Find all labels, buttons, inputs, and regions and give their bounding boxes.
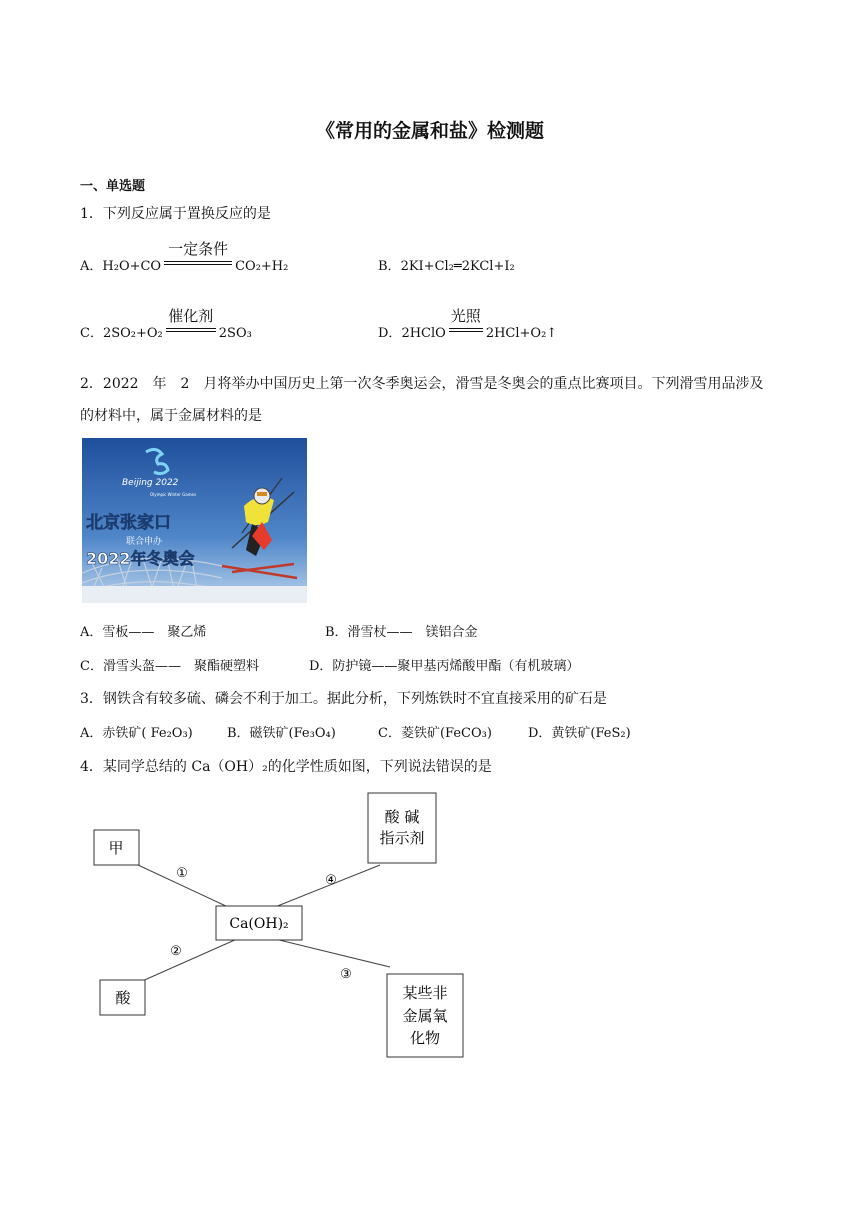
q2-option-d[interactable]: D．防护镜——聚甲基丙烯酸甲酯（有机玻璃） [309, 659, 580, 674]
question-2-stem-line2: 的材料中，属于金属材料的是 [80, 408, 262, 424]
number-4: ④ [325, 873, 337, 888]
winter-olympics-photo [82, 438, 307, 603]
option-label: D． [378, 326, 402, 341]
photo-city: 北京张家口 [86, 513, 171, 533]
label-oxide-2: 金属氧 [402, 1007, 448, 1025]
q1-option-d[interactable] [378, 307, 558, 341]
condition-arrow [166, 307, 216, 341]
condition-text: 一定条件 [168, 240, 229, 258]
condition-arrow [164, 240, 232, 274]
condition-text: 催化剂 [168, 307, 214, 325]
label-oxide-3: 化物 [409, 1029, 441, 1047]
q1-option-c[interactable] [80, 307, 252, 341]
number-3: ③ [340, 967, 352, 982]
caoh2-property-diagram [90, 785, 480, 1065]
q3-option-a[interactable]: A．赤铁矿( Fe₂O₃) [80, 726, 193, 741]
condition-arrow [449, 307, 483, 341]
q1-option-a[interactable] [80, 240, 289, 274]
q3-option-b[interactable]: B．磁铁矿(Fe₃O₄) [227, 726, 336, 741]
q2-option-c[interactable]: C．滑雪头盔—— 聚酯硬塑料 [80, 659, 259, 674]
question-1-stem: 1．下列反应属于置换反应的是 [80, 206, 271, 222]
q3-option-c[interactable]: C．菱铁矿(FeCO₃) [378, 726, 492, 741]
q2-option-a[interactable]: A．雪板—— 聚乙烯 [80, 625, 207, 640]
products: 2SO₃ [218, 326, 252, 341]
section-heading: 一、单选题 [80, 179, 146, 194]
question-3-stem: 3．钢铁含有较多硫、磷会不利于加工。据此分析，下列炼铁时不宜直接采用的矿石是 [80, 691, 607, 707]
q3-option-d[interactable]: D．黄铁矿(FeS₂) [528, 726, 631, 741]
label-acid: 酸 [115, 989, 131, 1007]
photo-joint: 联合申办 [126, 537, 163, 547]
products: 2HCl+O₂↑ [485, 326, 558, 341]
number-2: ② [170, 944, 182, 959]
option-label: C． [80, 326, 103, 341]
number-1: ① [176, 866, 188, 881]
label-indicator-1: 酸 碱 [384, 808, 420, 826]
condition-text: 光照 [450, 307, 481, 325]
photo-brand: Beijing 2022 [122, 478, 179, 488]
option-label: A． [80, 259, 103, 274]
q2-option-b[interactable]: B．滑雪杖—— 镁铝合金 [325, 625, 478, 640]
photo-illustration [82, 438, 307, 603]
reactants: 2SO₂+O₂ [102, 326, 163, 341]
label-oxide-1: 某些非 [402, 984, 448, 1002]
products: CO₂+H₂ [235, 259, 289, 274]
question-2-stem-line1: 2．2022 年 2 月将举办中国历史上第一次冬季奥运会，滑雪是冬奥会的重点比赛项目。下列滑雪用品涉及 [80, 376, 764, 392]
label-indicator-2: 指示剂 [379, 829, 425, 847]
question-4-stem: 4．某同学总结的 Ca（OH）₂的化学性质如图，下列说法错误的是 [80, 759, 492, 775]
equation: 2KI+Cl₂═2KCl+I₂ [400, 259, 515, 274]
option-label: B． [378, 259, 401, 274]
reactants: H₂O+CO [102, 259, 162, 274]
photo-subtitle: Olympic Winter Games [150, 492, 197, 497]
label-center: Ca(OH)₂ [229, 916, 289, 932]
page-title: 《常用的金属和盐》检测题 [315, 120, 544, 142]
reactants: 2HClO [401, 326, 446, 341]
box-indicator [368, 793, 436, 863]
photo-event: 2022年冬奥会 [86, 549, 195, 568]
label-jia: 甲 [108, 839, 124, 857]
q1-option-b[interactable] [378, 255, 515, 274]
